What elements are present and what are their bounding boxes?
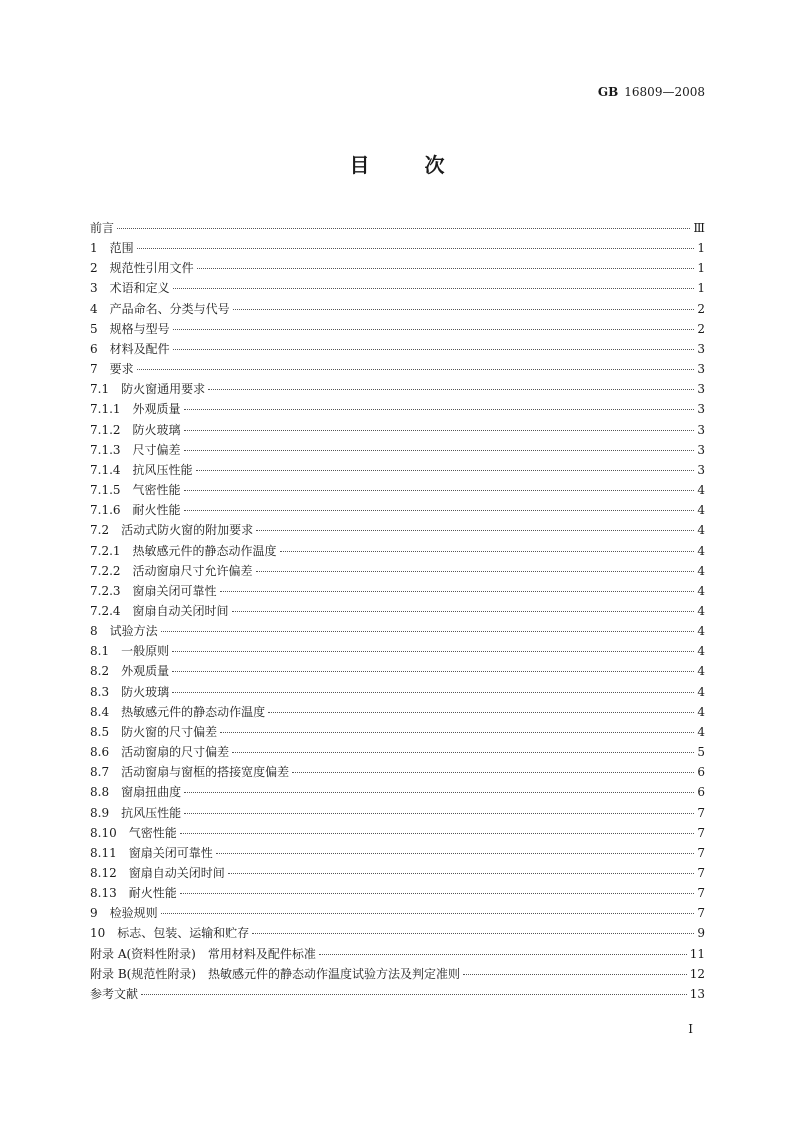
toc-dot-leader	[172, 692, 694, 693]
toc-dot-leader	[184, 813, 694, 814]
toc-entry-title: 一般原则	[121, 644, 170, 659]
toc-entry-title: 窗扇扭曲度	[121, 785, 182, 800]
toc-entry-number: 7.1.6	[90, 503, 121, 518]
toc-entry-number: 8.8	[90, 785, 110, 800]
toc-entry-page: 3	[697, 442, 705, 457]
toc-entry-number: 附录 B(规范性附录)	[90, 966, 196, 981]
toc-entry-page: 3	[697, 462, 705, 477]
toc-entry	[90, 762, 705, 782]
toc-dot-leader	[319, 954, 687, 955]
toc-dot-leader	[184, 510, 695, 511]
toc-entry	[90, 722, 705, 742]
toc-entry-title: 试验方法	[109, 624, 158, 639]
toc-entry-number: 8.10	[90, 825, 117, 840]
toc-entry	[90, 661, 705, 681]
toc-entry-page: 1	[697, 281, 705, 296]
toc-dot-leader	[208, 389, 694, 390]
toc-entry-page: 1	[697, 261, 705, 276]
toc-entry-number: 4	[90, 301, 98, 316]
toc-dot-leader	[256, 530, 694, 531]
toc-entry-page: 5	[697, 745, 705, 760]
toc-entry-number: 7.1.1	[90, 402, 121, 417]
toc-entry	[90, 480, 705, 500]
toc-entry-title: 气密性能	[132, 483, 181, 498]
toc-entry-page: 7	[697, 906, 705, 921]
toc-entry	[90, 278, 705, 298]
toc-entry-page: 3	[697, 402, 705, 417]
toc-entry-number: 6	[90, 341, 98, 356]
toc-entry-title: 热敏感元件的静态动作温度试验方法及判定准则	[208, 966, 461, 981]
toc-dot-leader	[141, 994, 687, 995]
toc-entry-number: 7.2.4	[90, 603, 121, 618]
toc-entry	[90, 379, 705, 399]
toc-dot-leader	[184, 792, 694, 793]
toc-entry-title: 外观质量	[121, 664, 170, 679]
toc-entry-page: 7	[697, 886, 705, 901]
toc-entry-title: 规格与型号	[109, 321, 170, 336]
page-title: 目 次	[349, 153, 469, 177]
toc-dot-leader	[161, 913, 695, 914]
toc-entry-page: 4	[697, 664, 705, 679]
toc-entry-title: 防火玻璃	[132, 422, 181, 437]
toc-dot-leader	[292, 772, 694, 773]
toc-entry-page: Ⅲ	[693, 221, 705, 235]
toc-entry-number: 1	[90, 241, 98, 256]
toc-entry-number: 8.6	[90, 745, 110, 760]
toc-entry-title: 术语和定义	[109, 281, 170, 296]
toc-entry-title: 尺寸偏差	[132, 442, 181, 457]
toc-dot-leader	[216, 853, 695, 854]
toc-entry-page: 7	[697, 825, 705, 840]
toc-entry	[90, 359, 705, 379]
toc-entry	[90, 682, 705, 702]
toc-entry-page: 4	[697, 563, 705, 578]
toc-dot-leader	[196, 470, 695, 471]
toc-dot-leader	[280, 551, 695, 552]
toc-entry-page: 6	[697, 765, 705, 780]
standard-prefix: GB	[597, 85, 619, 99]
toc-entry-title: 标志、包装、运输和贮存	[117, 926, 250, 941]
toc-entry-number: 7.1.5	[90, 483, 121, 498]
toc-entry	[90, 399, 705, 419]
page-number: I	[688, 1022, 693, 1036]
toc-dot-leader	[268, 712, 694, 713]
toc-entry-number: 7.2.2	[90, 563, 121, 578]
toc-entry-page: 7	[697, 805, 705, 820]
toc-entry-number: 9	[90, 906, 98, 921]
toc-entry-title: 活动窗扇的尺寸偏差	[121, 745, 230, 760]
toc-entry-title: 窗扇关闭可靠性	[132, 583, 217, 598]
toc-dot-leader	[220, 732, 694, 733]
toc-entry	[90, 621, 705, 641]
toc-entry	[90, 782, 705, 802]
toc-dot-leader	[197, 268, 695, 269]
toc-entry	[90, 803, 705, 823]
toc-dot-leader	[117, 228, 690, 229]
toc-entry-number: 5	[90, 321, 98, 336]
toc-entry-title: 抗风压性能	[132, 462, 193, 477]
toc-entry-page: 4	[697, 543, 705, 558]
toc-entry-page: 4	[697, 523, 705, 538]
toc-entry-number: 8.5	[90, 724, 110, 739]
toc-entry	[90, 863, 705, 883]
toc-entry	[90, 742, 705, 762]
toc-entry-title: 防火玻璃	[121, 684, 170, 699]
toc-dot-leader	[220, 591, 695, 592]
toc-dot-leader	[184, 450, 695, 451]
toc-dot-leader	[172, 671, 694, 672]
standard-number-header	[598, 85, 705, 99]
toc-entry	[90, 581, 705, 601]
toc-entry	[90, 883, 705, 903]
toc-entry-number: 2	[90, 261, 98, 276]
toc-entry-page: 13	[689, 986, 705, 1001]
toc-entry-page: 6	[697, 785, 705, 800]
toc-entry-page: 3	[697, 422, 705, 437]
toc-dot-leader	[173, 349, 695, 350]
toc-entry-page: 4	[697, 603, 705, 618]
toc-entry-number: 8.1	[90, 644, 110, 659]
toc-entry-page: 7	[697, 845, 705, 860]
toc-dot-leader	[463, 974, 687, 975]
toc-dot-leader	[184, 409, 695, 410]
toc-dot-leader	[180, 893, 695, 894]
toc-dot-leader	[233, 309, 695, 310]
toc-entry-page: 4	[697, 644, 705, 659]
toc-entry-page: 12	[689, 966, 705, 981]
toc-entry	[90, 903, 705, 923]
toc-entry-page: 7	[697, 866, 705, 880]
toc-entry-title: 耐火性能	[128, 886, 177, 901]
toc-entry-title: 防火窗通用要求	[121, 382, 206, 397]
toc-entry	[90, 520, 705, 540]
toc-dot-leader	[256, 571, 695, 572]
toc-entry-title: 要求	[109, 362, 134, 377]
toc-entry-page: 11	[689, 946, 705, 961]
toc-entry-number: 8.2	[90, 664, 110, 679]
toc-entry-page: 4	[697, 503, 705, 518]
table-of-contents	[90, 218, 705, 1004]
toc-entry	[90, 984, 705, 1004]
toc-entry-number: 附录 A(资料性附录)	[90, 946, 196, 961]
toc-entry	[90, 500, 705, 520]
toc-entry-page: 4	[697, 724, 705, 739]
toc-entry	[90, 944, 705, 964]
toc-entry-title: 活动窗扇尺寸允许偏差	[132, 563, 253, 578]
toc-entry-number: 8.7	[90, 765, 110, 780]
toc-dot-leader	[228, 873, 695, 874]
toc-entry-number: 8.12	[90, 866, 117, 880]
toc-entry-title: 范围	[109, 241, 134, 256]
toc-entry	[90, 823, 705, 843]
toc-entry-number: 7.1.2	[90, 422, 121, 437]
toc-entry	[90, 843, 705, 863]
toc-entry-page: 3	[697, 382, 705, 397]
toc-entry-title: 前言	[90, 221, 115, 235]
toc-entry-page: 4	[697, 684, 705, 699]
toc-entry-title: 抗风压性能	[121, 805, 182, 820]
toc-entry-title: 活动式防火窗的附加要求	[121, 523, 254, 538]
toc-entry-title: 外观质量	[132, 402, 181, 417]
toc-dot-leader	[252, 933, 694, 934]
toc-entry	[90, 541, 705, 561]
toc-dot-leader	[172, 651, 694, 652]
toc-dot-leader	[137, 369, 695, 370]
toc-entry-page: 2	[697, 301, 705, 316]
toc-entry-page: 2	[697, 321, 705, 336]
toc-entry	[90, 420, 705, 440]
toc-dot-leader	[173, 288, 695, 289]
toc-entry-number: 7.2.3	[90, 583, 121, 598]
toc-entry-number: 8	[90, 624, 98, 639]
toc-entry	[90, 238, 705, 258]
toc-entry-number: 8.11	[90, 845, 117, 860]
toc-entry-number: 7.1.4	[90, 462, 121, 477]
toc-entry-title: 防火窗的尺寸偏差	[121, 724, 218, 739]
toc-entry-title: 规范性引用文件	[109, 261, 194, 276]
toc-entry	[90, 440, 705, 460]
standard-number: 16809—2008	[624, 85, 705, 99]
toc-entry-title: 材料及配件	[109, 341, 170, 356]
toc-entry-title: 气密性能	[128, 825, 177, 840]
toc-entry-title: 热敏感元件的静态动作温度	[121, 704, 266, 719]
toc-entry-title: 参考文献	[90, 986, 139, 1001]
toc-entry-page: 4	[697, 704, 705, 719]
toc-dot-leader	[161, 631, 695, 632]
toc-entry	[90, 964, 705, 984]
toc-dot-leader	[137, 248, 695, 249]
toc-dot-leader	[180, 833, 695, 834]
toc-entry-number: 7.1.3	[90, 442, 121, 457]
toc-entry-title: 窗扇自动关闭时间	[128, 866, 225, 880]
toc-entry	[90, 218, 705, 238]
toc-entry-title: 检验规则	[109, 906, 158, 921]
toc-entry-page: 4	[697, 624, 705, 639]
toc-entry	[90, 561, 705, 581]
toc-entry	[90, 702, 705, 722]
toc-entry-title: 窗扇自动关闭时间	[132, 603, 229, 618]
toc-entry-number: 7	[90, 362, 98, 377]
toc-entry	[90, 258, 705, 278]
toc-entry	[90, 641, 705, 661]
toc-entry-title: 常用材料及配件标准	[207, 946, 316, 961]
toc-entry-title: 热敏感元件的静态动作温度	[132, 543, 277, 558]
toc-dot-leader	[184, 430, 695, 431]
toc-entry-title: 活动窗扇与窗框的搭接宽度偏差	[121, 765, 290, 780]
toc-entry-number: 3	[90, 281, 98, 296]
toc-entry-page: 1	[697, 241, 705, 256]
toc-entry-title: 窗扇关闭可靠性	[128, 845, 213, 860]
toc-entry	[90, 460, 705, 480]
toc-entry-title: 产品命名、分类与代号	[109, 301, 230, 316]
toc-entry-number: 8.4	[90, 704, 110, 719]
toc-entry-page: 9	[697, 926, 705, 941]
toc-entry-page: 4	[697, 483, 705, 498]
toc-entry-number: 7.2	[90, 523, 110, 538]
toc-dot-leader	[173, 329, 695, 330]
toc-entry-title: 耐火性能	[132, 503, 181, 518]
toc-entry	[90, 339, 705, 359]
toc-entry-page: 4	[697, 583, 705, 598]
toc-entry-page: 3	[697, 362, 705, 377]
toc-entry	[90, 923, 705, 943]
toc-dot-leader	[232, 611, 695, 612]
toc-entry	[90, 601, 705, 621]
toc-entry-number: 7.2.1	[90, 543, 121, 558]
toc-entry-number: 8.3	[90, 684, 110, 699]
toc-entry-page: 3	[697, 341, 705, 356]
toc-dot-leader	[232, 752, 694, 753]
toc-entry	[90, 319, 705, 339]
toc-entry-number: 8.9	[90, 805, 110, 820]
toc-dot-leader	[184, 490, 695, 491]
toc-entry	[90, 299, 705, 319]
toc-entry-number: 8.13	[90, 886, 117, 901]
toc-entry-number: 7.1	[90, 382, 110, 397]
toc-entry-number: 10	[90, 926, 106, 941]
